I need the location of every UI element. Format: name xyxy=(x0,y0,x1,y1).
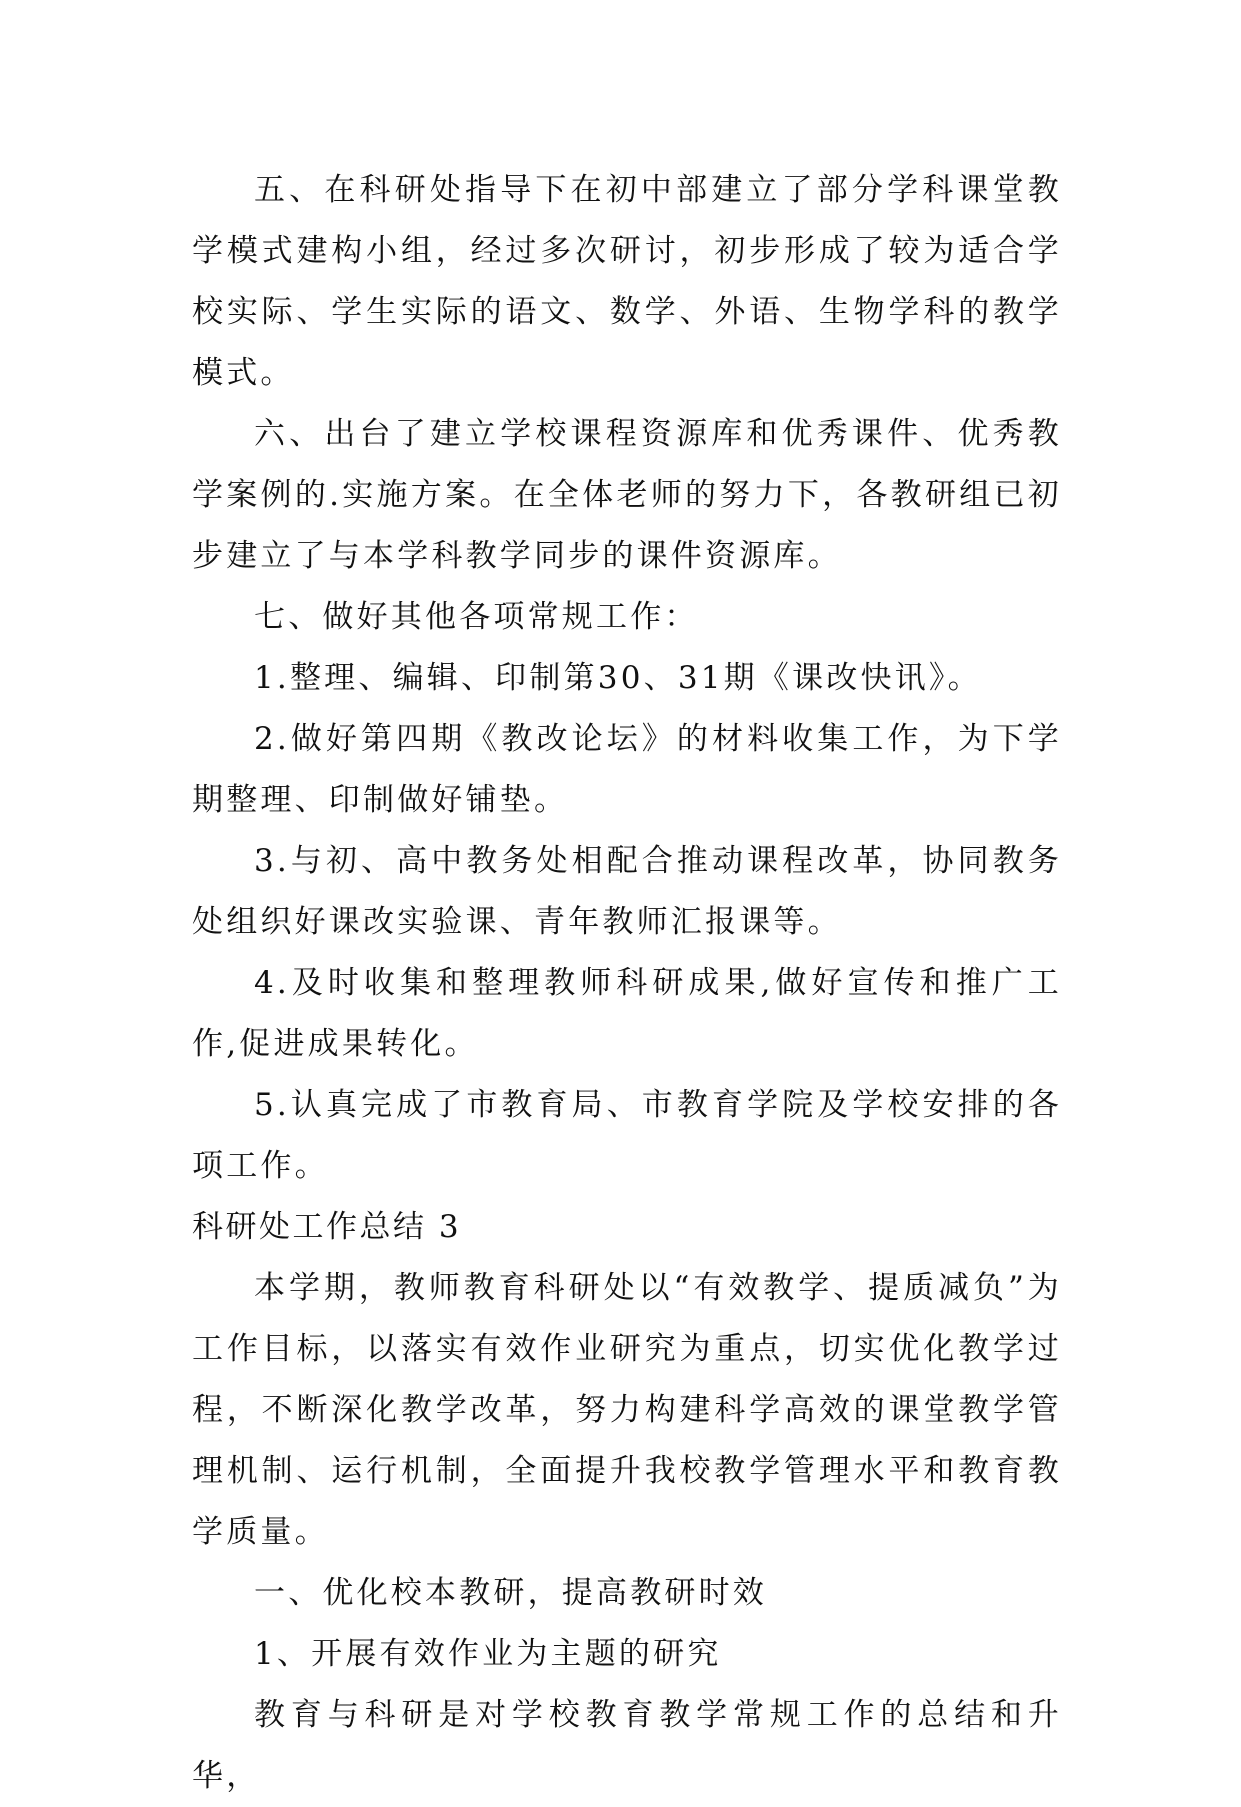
list-item-3: 3.与初、高中教务处相配合推动课程改革，协同教务处组织好课改实验课、青年教师汇报课等。 xyxy=(192,843,1062,940)
list-item-5: 5.认真完成了市教育局、市教育学院及学校安排的各项工作。 xyxy=(192,1087,1062,1184)
subsection-item-1: 1、开展有效作业为主题的研究 xyxy=(254,1636,722,1672)
section-intro-paragraph: 本学期，教师教育科研处以“有效教学、提质减负”为工作目标，以落实有效作业研究为重点，切实优化教学过程，不断深化教学改革，努力构建科学高效的课堂教学管理机制、运行机制，全面提升我校教学管理水平和教育教学质量。 xyxy=(192,1270,1062,1550)
subsection-heading-one: 一、优化校本教研，提高教研时效 xyxy=(254,1575,767,1611)
paragraph-education-research: 教育与科研是对学校教育教学常规工作的总结和升华， xyxy=(192,1697,1062,1794)
paragraph-seven: 七、做好其他各项常规工作： xyxy=(254,599,699,635)
section-title: 科研处工作总结 3 xyxy=(192,1209,462,1245)
paragraph-six: 六、出台了建立学校课程资源库和优秀课件、优秀教学案例的.实施方案。在全体老师的努力下，各教研组已初步建立了与本学科教学同步的课件资源库。 xyxy=(192,416,1062,574)
list-item-2: 2.做好第四期《教改论坛》的材料收集工作，为下学期整理、印制做好铺垫。 xyxy=(192,721,1062,818)
document-body xyxy=(192,160,1062,1807)
paragraph-five: 五、在科研处指导下在初中部建立了部分学科课堂教学模式建构小组，经过多次研讨，初步形成了较为适合学校实际、学生实际的语文、数学、外语、生物学科的教学模式。 xyxy=(192,172,1062,391)
list-item-1: 1.整理、编辑、印制第30、31期《课改快讯》。 xyxy=(254,660,982,696)
list-item-4: 4.及时收集和整理教师科研成果,做好宣传和推广工作,促进成果转化。 xyxy=(192,965,1062,1062)
